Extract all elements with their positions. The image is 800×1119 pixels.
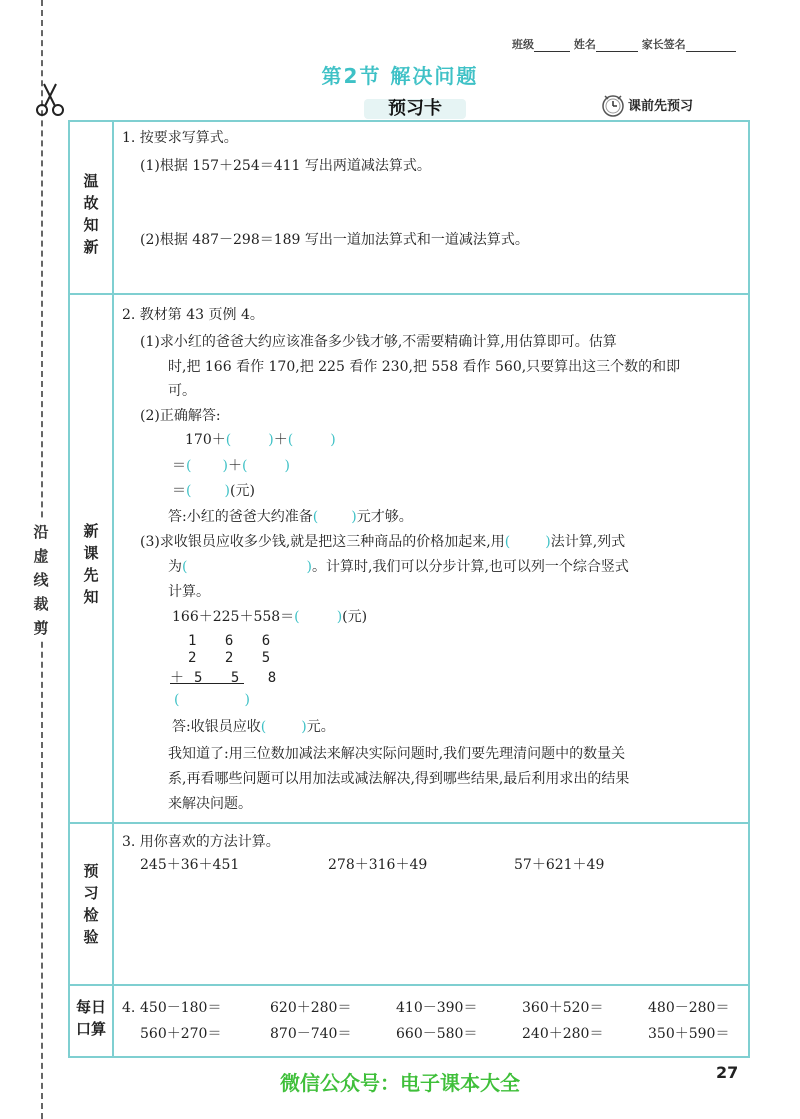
row-label-review: 温 故 知 新	[83, 172, 99, 256]
question-1-title: 1. 按要求写算式。	[122, 130, 238, 146]
answer-blank[interactable]	[186, 458, 228, 474]
answer-blank[interactable]	[174, 692, 250, 708]
step-1: 170＋ ＋	[185, 430, 336, 450]
row-divider	[68, 822, 750, 824]
page-number: 27	[716, 1063, 739, 1082]
answer-blank[interactable]	[288, 432, 336, 448]
mental-math-item: 620＋280＝	[270, 1000, 352, 1016]
answer-blank[interactable]	[505, 534, 551, 550]
clock-icon	[600, 92, 626, 118]
vertical-addend-2: 2 2 5	[188, 650, 281, 666]
footer-watermark: 微信公众号：电子课本大全	[280, 1071, 520, 1095]
answer-blank[interactable]	[242, 458, 290, 474]
mental-math-item: 560＋270＝	[140, 1026, 222, 1042]
name-label: 姓名	[573, 38, 596, 51]
answer-1: 答:小红的爸爸大约准备 元才够。	[168, 509, 413, 525]
parent-sign-label: 家长签名	[641, 38, 686, 51]
answer-blank[interactable]	[261, 719, 307, 735]
parent-sign-field[interactable]	[686, 39, 736, 52]
question-4-number: 4.	[122, 1000, 136, 1016]
expression: 278＋316＋49	[328, 857, 428, 873]
question-2-part-3-line-1: (3)求收银员应收多少钱,就是把这三种商品的价格加起来,用 法计算,列式	[140, 534, 626, 550]
label-column-divider	[112, 120, 114, 1058]
student-info-line	[512, 36, 736, 52]
card-title: 预习卡	[388, 98, 442, 119]
expression: 57＋621＋49	[514, 857, 605, 873]
knowledge-line-3: 来解决问题。	[168, 796, 252, 812]
mental-math-item: 360＋520＝	[522, 1000, 604, 1016]
answer-blank[interactable]	[226, 432, 274, 448]
mental-math-item: 450－180＝	[140, 1000, 222, 1016]
question-2-part-2-title: (2)正确解答:	[140, 408, 221, 424]
section-title: 第2节 解决问题	[321, 64, 479, 88]
mental-math-item: 480－280＝	[648, 1000, 730, 1016]
question-1-part-1: (1)根据 157＋254＝411 写出两道减法算式。	[140, 158, 431, 174]
class-label: 班级	[512, 38, 534, 51]
mental-math-item: 870－740＝	[270, 1026, 352, 1042]
row-label-new-lesson: 新 课 先 知	[83, 522, 99, 606]
mental-math-item: 660－580＝	[396, 1026, 478, 1042]
sum-equation: 166＋225＋558＝ (元)	[172, 609, 368, 625]
knowledge-line-2: 系,再看哪些问题可以用加法或减法解决,得到哪些结果,最后利用求出的结果	[168, 771, 630, 787]
name-field[interactable]	[596, 39, 638, 52]
preview-tag: 课前先预习	[628, 99, 694, 114]
mental-math-item: 410－390＝	[396, 1000, 478, 1016]
question-2-part-3-line-3: 计算。	[168, 584, 210, 600]
vertical-addend-1: 1 6 6	[188, 633, 281, 649]
question-2-part-3-line-2: 为 。计算时,我们可以分步计算,也可以列一个综合竖式	[168, 559, 629, 575]
class-field[interactable]	[534, 39, 570, 52]
row-label-preview-check: 预 习 检 验	[83, 862, 99, 946]
vertical-addend-3: ＋5 5 8	[170, 670, 287, 686]
question-2-title: 2. 教材第 43 页例 4。	[122, 307, 264, 323]
answer-blank[interactable]	[182, 559, 312, 575]
question-2-part-1-line-3: 可。	[168, 383, 196, 399]
vertical-result	[174, 690, 250, 710]
step-3: ＝ (元)	[172, 483, 255, 499]
row-divider	[68, 984, 750, 986]
mental-math-item: 240＋280＝	[522, 1026, 604, 1042]
question-2-part-1-line-2: 时,把 166 看作 170,把 225 看作 230,把 558 看作 560,只要算出这三个数的和即	[168, 359, 681, 375]
answer-blank[interactable]	[313, 509, 357, 525]
answer-blank[interactable]	[294, 609, 342, 625]
knowledge-line-1: 我知道了:用三位数加减法来解决实际问题时,我们要先理清问题中的数量关	[168, 746, 626, 762]
row-label-daily-mental-math: 每日 口算	[75, 998, 106, 1038]
expression: 245＋36＋451	[140, 857, 240, 873]
question-2-part-1-line-1: (1)求小红的爸爸大约应该准备多少钱才够,不需要精确计算,用估算即可。估算	[140, 334, 617, 350]
step-2: ＝ ＋	[172, 456, 290, 476]
mental-math-item: 350＋590＝	[648, 1026, 730, 1042]
answer-blank[interactable]	[186, 483, 230, 499]
question-3-title: 3. 用你喜欢的方法计算。	[122, 834, 280, 850]
row-divider	[68, 293, 750, 295]
answer-2: 答:收银员应收 元。	[172, 719, 335, 735]
cut-label: 沿 虚 线 裁 剪	[30, 520, 52, 640]
vertical-sum-line	[170, 683, 244, 684]
question-1-part-2: (2)根据 487－298＝189 写出一道加法算式和一道减法算式。	[140, 232, 529, 248]
